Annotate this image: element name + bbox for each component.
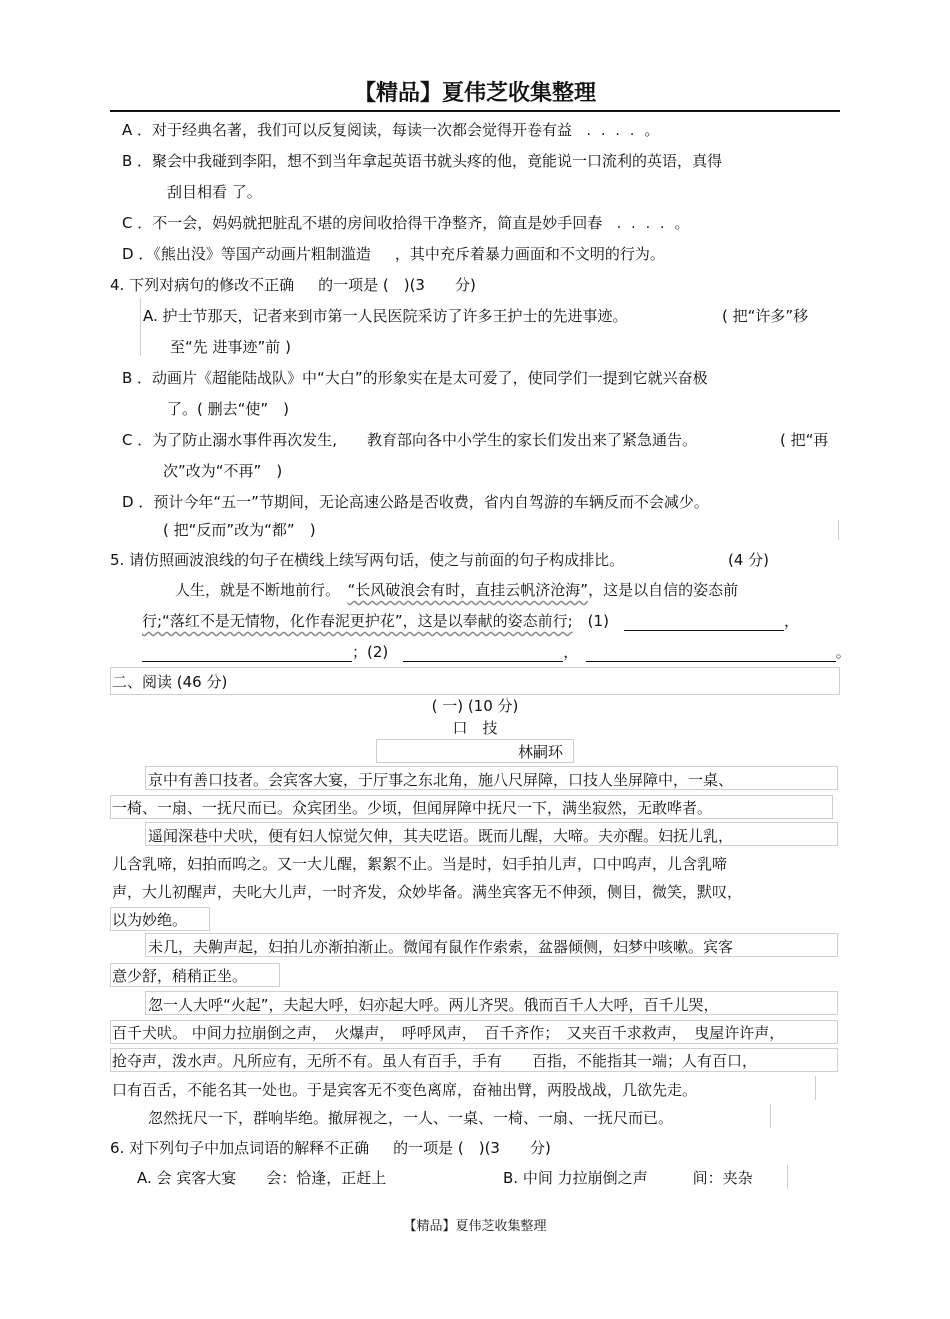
section-2-title: 二、阅读 (46 分) xyxy=(112,673,228,691)
answer-blank-1a[interactable] xyxy=(624,614,784,631)
q6-option-b: B. 中间 力拉崩倒之声 间：夹杂 xyxy=(503,1169,753,1187)
emphasis-dots: .... xyxy=(602,216,675,232)
page-footer: 【精品】夏伟芝收集整理 xyxy=(403,1219,547,1234)
q6-option-a: A. 会 宾客大宴 会：恰逢，正赶上 xyxy=(137,1169,387,1187)
passage-p2-line3: 声，大儿初醒声，夫叱大儿声，一时齐发，众妙毕备。满坐宾客无不伸颈，侧目，微笑，默叹， xyxy=(112,883,743,901)
passage-p1-line1: 京中有善口技者。会宾客大宴，于厅事之东北角，施八尺屏障，口技人坐屏障中，一桌、 xyxy=(148,771,734,789)
q4-option-b-line1: B ．动画片《超能陆战队》中“大白”的形象实在是太可爱了，使同学们一提到它就兴奋极 xyxy=(122,369,708,387)
answer-blank-2a[interactable] xyxy=(403,645,563,662)
passage-author: 林嗣环 xyxy=(518,743,564,761)
q4-option-d-line2: ( 把“反而”改为“都” ) xyxy=(163,521,316,539)
passage-p2-line1: 遥闻深巷中犬吠，便有妇人惊觉欠伸，其夫呓语。既而儿醒，大啼。夫亦醒。妇抚儿乳， xyxy=(148,827,734,845)
border-line xyxy=(140,298,141,356)
passage-p4-line3: 抢夺声，泼水声。凡所应有，无所不有。虽人有百手，手有 百指，不能指其一端；人有百口， xyxy=(112,1052,758,1070)
q5-line2: 行;“落红不是无情物，化作春泥更护花”，这是以奉献的姿态前行; (1) ， xyxy=(142,612,799,630)
border-line xyxy=(838,520,839,540)
passage-p4-line2: 百千犬吠。 中间力拉崩倒之声， 火爆声， 呼呼风声， 百千齐作； 又夹百千求救声， 曳屋许许声， xyxy=(112,1024,785,1042)
passage-p3-line1: 未几，夫齁声起，妇拍儿亦渐拍渐止。微闻有鼠作作索索，盆器倾侧，妇梦中咳嗽。宾客 xyxy=(148,938,734,956)
q3-option-c: C ．不一会，妈妈就把脏乱不堪的房间收拾得干净整齐，简直是妙手回春 ....。 xyxy=(122,214,690,232)
header-rule xyxy=(110,110,840,112)
passage-p1-line2: 一椅、一扇、一抚尺而已。众宾团坐。少顷，但闻屏障中抚尺一下，满坐寂然，无敢哗者。 xyxy=(112,799,713,817)
q5-line3: ；(2) ， 。 xyxy=(142,642,851,662)
q4-option-a-line2: 至“先 进事迹”前 ) xyxy=(170,338,291,356)
q3-option-d: D ．《熊出没》等国产动画片粗制滥造 ，其中充斥着暴力画面和不文明的行为。 xyxy=(122,245,665,263)
passage-p2-line2: 儿含乳啼，妇拍而呜之。又一大儿醒，絮絮不止。当是时，妇手拍儿声，口中呜声，儿含乳啼 xyxy=(112,855,728,873)
passage-p3-line2: 意少舒，稍稍正坐。 xyxy=(112,967,248,985)
q4-option-c-note: ( 把“再 xyxy=(780,431,829,449)
q4-option-c-line1: C ．为了防止溺水事件再次发生, 教育部向各中小学生的家长们发出来了紧急通告。 xyxy=(122,431,698,449)
page-header-title: 【精品】夏伟芝收集整理 xyxy=(353,81,596,106)
q5-line1: 人生，就是不断地前行。 “长风破浪会有时，直挂云帆济沧海”，这是以自信的姿态前 xyxy=(175,581,739,599)
q4-option-a-line1: A. 护士节那天，记者来到市第一人民医院采访了许多王护士的先进事迹。 xyxy=(143,307,628,325)
passage-p4-line1: 忽一人大呼“火起”，夫起大呼，妇亦起大呼。两儿齐哭。俄而百千人大呼，百千儿哭， xyxy=(148,996,719,1014)
passage-p4-line4: 口有百舌，不能名其一处也。于是宾客无不变色离席，奋袖出臂，两股战战，几欲先走。 xyxy=(112,1081,698,1099)
border-line xyxy=(815,1076,816,1100)
q3-option-a: A ．对于经典名著，我们可以反复阅读，每读一次都会觉得开卷有益 ....。 xyxy=(122,121,660,139)
q4-option-a-note: ( 把“许多”移 xyxy=(722,307,809,325)
emphasis-dots xyxy=(369,1141,393,1157)
answer-blank-1b[interactable] xyxy=(142,645,352,662)
q4-stem: 4. 下列对病句的修改不正确 的一项是 ( )(3 分) xyxy=(110,276,476,294)
emphasis-dots: .... xyxy=(572,123,645,139)
q4-option-c-line2: 次”改为“不再” ) xyxy=(163,462,283,480)
border-line xyxy=(770,1104,771,1128)
answer-blank-2b[interactable] xyxy=(586,645,836,662)
q5-score: (4 分) xyxy=(728,551,770,569)
passage-p2-line4: 以为妙绝。 xyxy=(112,911,188,929)
q3-option-b-line2: 刮目相看 了。 xyxy=(167,183,262,201)
passage-part-label: ( 一) (10 分) xyxy=(431,697,519,715)
q5-stem: 5. 请仿照画波浪线的句子在横线上续写两句话，使之与前面的句子构成排比。 xyxy=(110,551,625,569)
q6-stem: 6. 对下列句子中加点词语的解释不正确 的一项是 ( )(3 分) xyxy=(110,1139,551,1157)
q4-option-d-line1: D ．预计今年“五一”节期间，无论高速公路是否收费，省内自驾游的车辆反而不会减少。 xyxy=(122,493,709,511)
emphasis-dots xyxy=(294,278,318,294)
border-line xyxy=(787,1165,788,1189)
q4-option-b-line2: 了。( 删去“使” ) xyxy=(167,400,290,418)
passage-title: 口 技 xyxy=(452,719,498,737)
passage-p5: 忽然抚尺一下，群响毕绝。撤屏视之，一人、一桌、一椅、一扇、一抚尺而已。 xyxy=(148,1109,674,1127)
emphasis-dots xyxy=(371,247,395,263)
q3-option-b-line1: B ．聚会中我碰到李阳，想不到当年拿起英语书就头疼的他，竟能说一口流利的英语，真得 xyxy=(122,152,723,170)
